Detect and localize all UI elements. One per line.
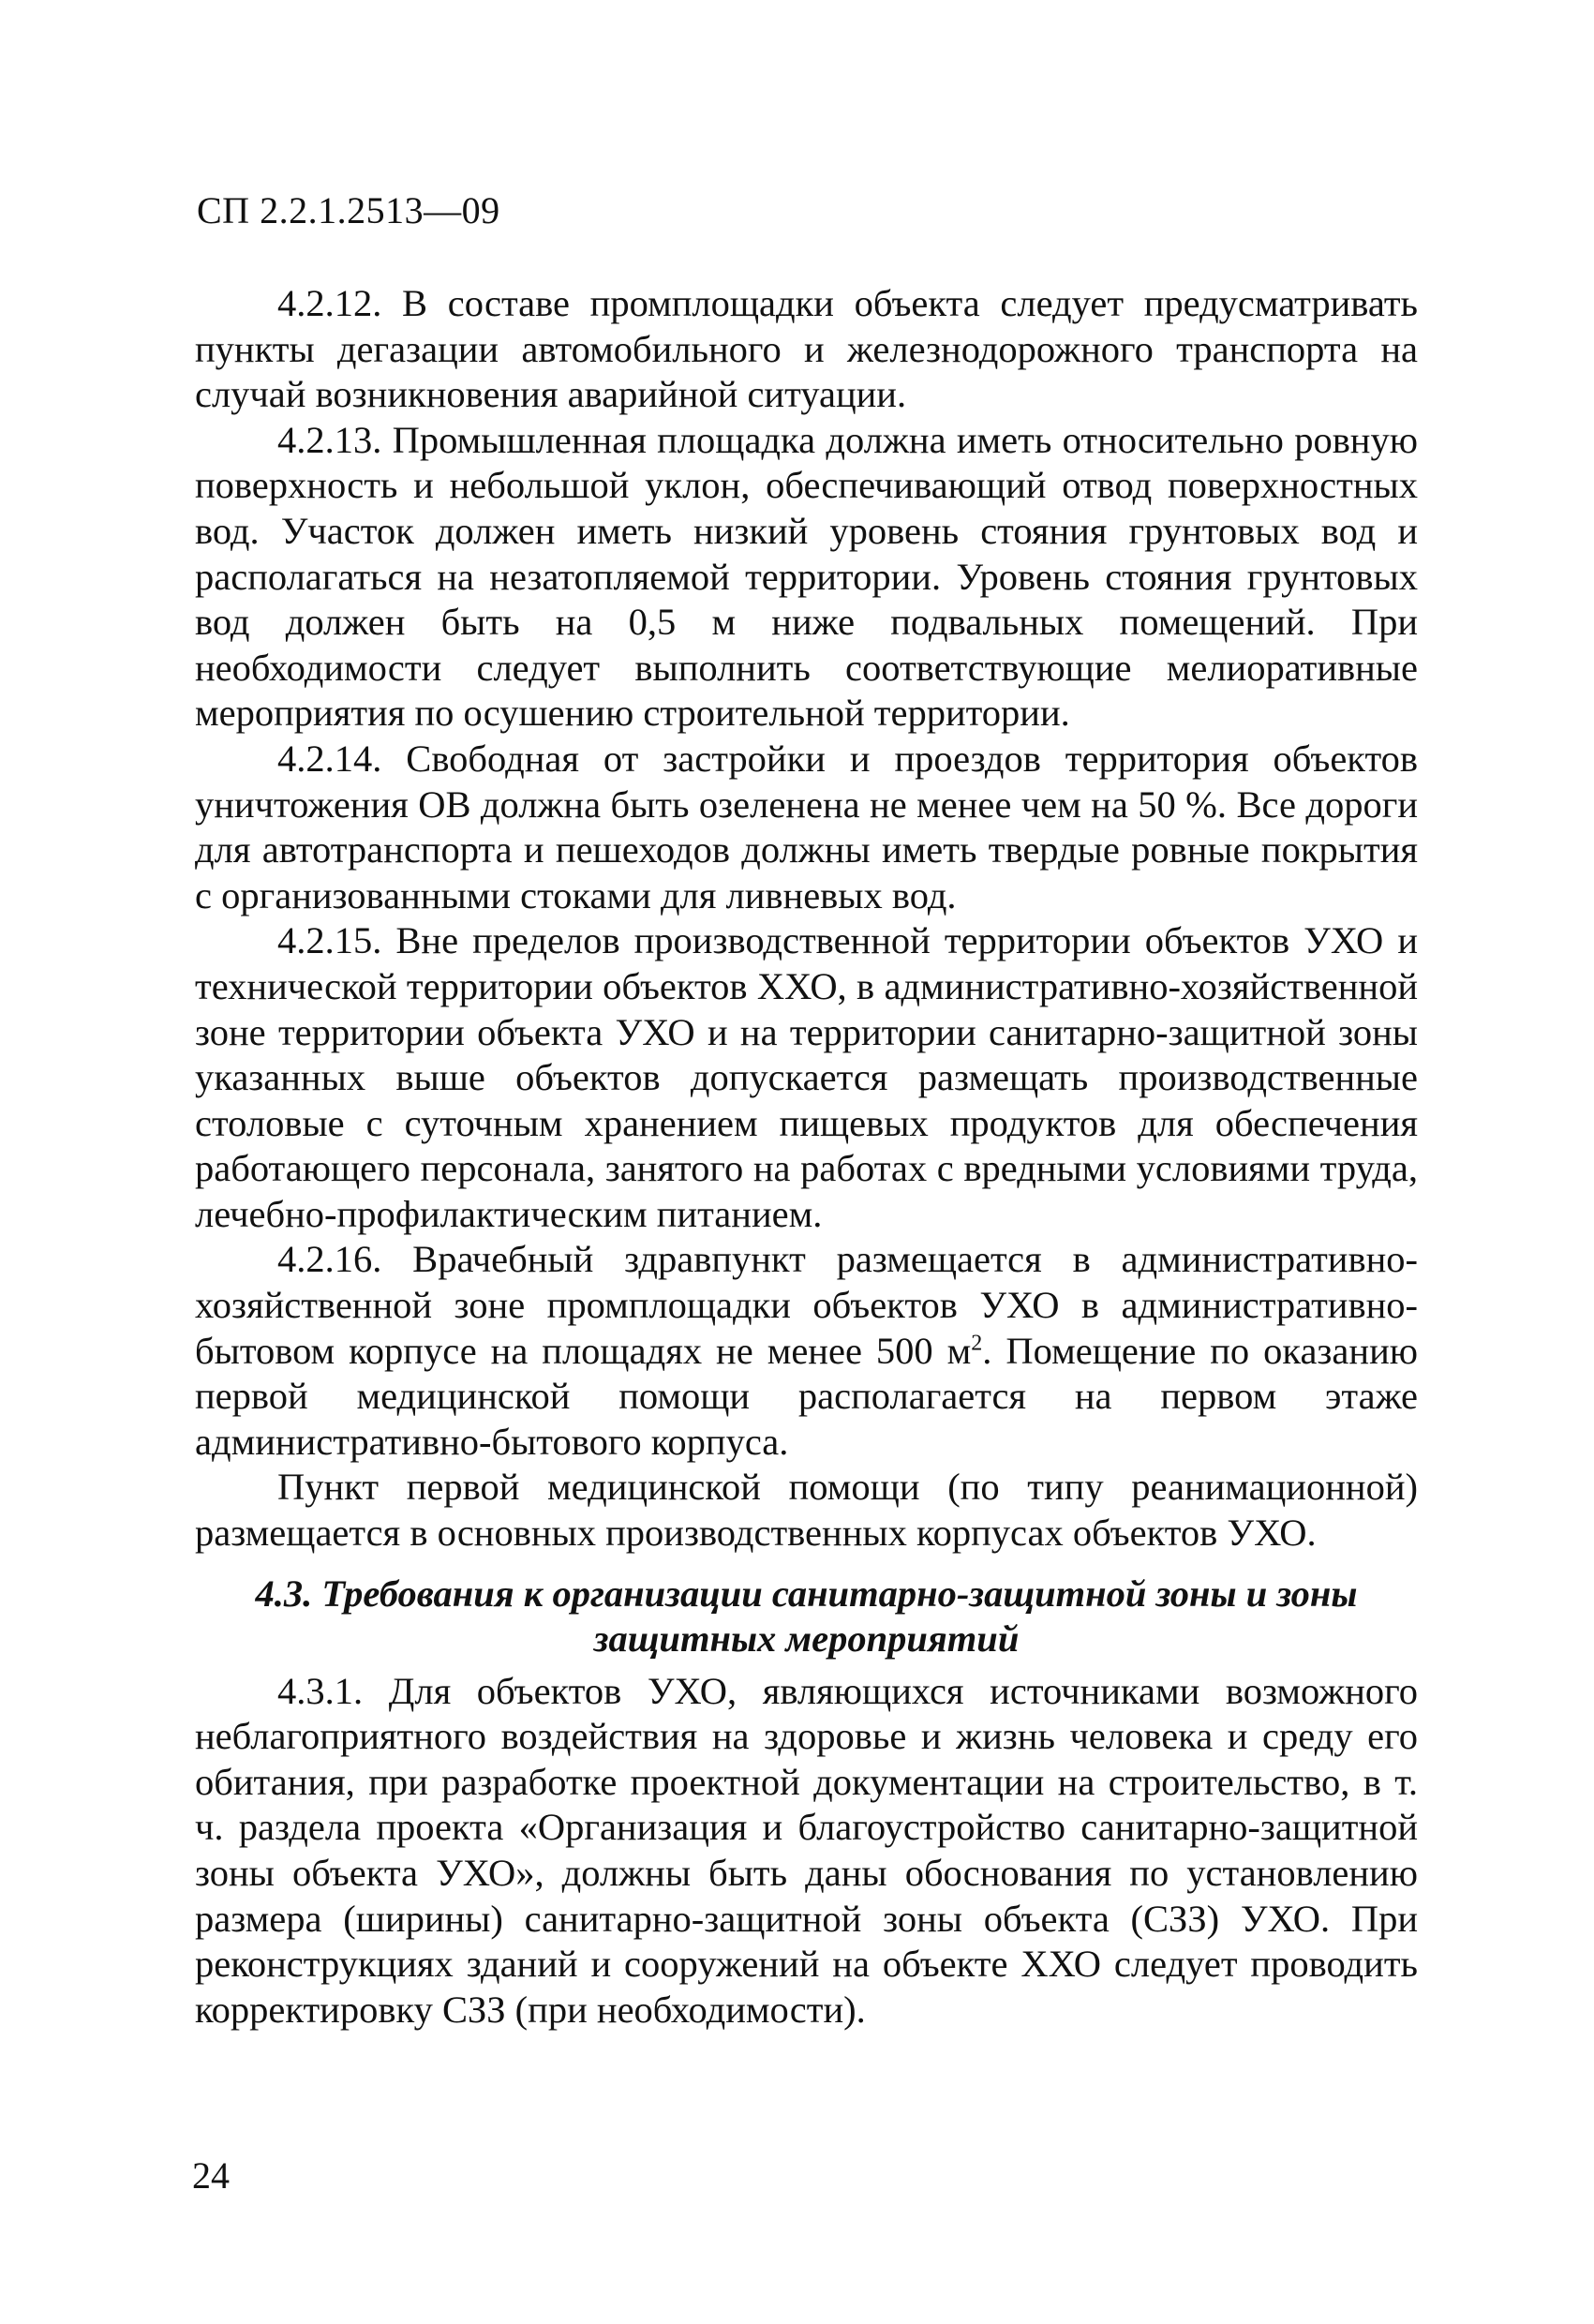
square-meter-superscript: 2 (971, 1331, 983, 1356)
paragraph-4-3-1: 4.3.1. Для объектов УХО, являющихся источниками возможного неблагоприятного воздействия на здоровье и жизнь человека и среду его обитания, при разработке проектной документации на строительство, в т. ч. раздела проекта «Организация и благоустройство санитарно-защитной зоны объекта УХО», должны быть даны обоснования по установлению размера (ширины) санитарно-защитной зоны объекта (СЗЗ) УХО. При реконструкциях зданий и сооружений на объекте ХХО следует проводить корректировку СЗЗ (при необходимости). (195, 1669, 1418, 2031)
paragraph-4-2-14: 4.2.14. Свободная от застройки и проездов территория объектов уничтожения ОВ должна быть озеленена не менее чем на 50 %. Все дороги для автотранспорта и пешеходов должны иметь твердые ровные покрытия с организованными стоками для ливневых вод. (195, 737, 1418, 916)
page-number: 24 (192, 2154, 230, 2197)
document-code-header: СП 2.2.1.2513—09 (197, 189, 500, 231)
paragraph-4-2-15: 4.2.15. Вне пределов производственной территории объектов УХО и технической территории объектов ХХО, в административно-хозяйственной зоне территории объекта УХО и на территории санитарно-защитной зоны указанных выше объектов допускается размещать производственные столовые с суточным хранением пищевых продуктов для обеспечения работающего персонала, занятого на работах с вредными условиями труда, лечебно-профилактическим питанием. (195, 919, 1418, 1235)
paragraph-4-2-16-part-2: . Помещение по оказанию первой медицинской помощи располагается на первом этаже административно-бытового корпуса. (195, 1329, 1418, 1463)
paragraph-4-2-13: 4.2.13. Промышленная площадка должна иметь относительно ровную поверхность и небольшой уклон, обеспечивающий отвод поверхностных вод. Участок должен иметь низкий уровень стояния грунтовых вод и располагаться на незатопляемой территории. Уровень стояния грунтовых вод должен быть на 0,5 м ниже подвальных помещений. При необходимости следует выполнить соответствующие мелиоративные мероприятия по осушению строительной территории. (195, 418, 1418, 735)
document-body (195, 281, 1418, 2033)
paragraph-4-2-16 (195, 1237, 1418, 1465)
paragraph-first-aid: Пункт первой медицинской помощи (по типу реанимационной) размещается в основных производственных корпусах объектов УХО. (195, 1466, 1418, 1555)
paragraph-4-2-16-part-1: 4.2.16. Врачебный здравпункт размещается в административно-хозяйственной зоне промплощадки объектов УХО в административно-бытовом корпусе на площадях не менее 500 м (195, 1238, 1418, 1372)
paragraph-4-2-12: 4.2.12. В составе промплощадки объекта следует предусматривать пункты дегазации автомобильного и железнодорожного транспорта на случай возникновения аварийной ситуации. (195, 282, 1418, 416)
section-heading-4-3: 4.3. Требования к организации санитарно-защитной зоны и зоны защитных мероприятий (255, 1572, 1358, 1660)
